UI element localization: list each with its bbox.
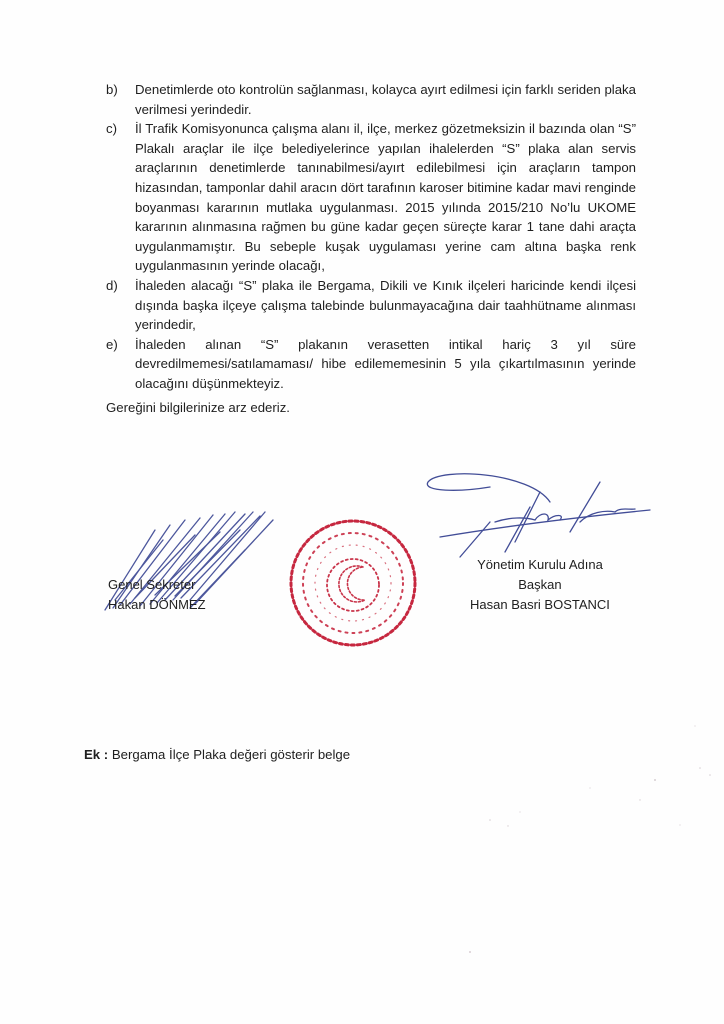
attachment-text: Bergama İlçe Plaka değeri gösterir belge (111, 747, 351, 762)
list-item-d (106, 276, 636, 335)
item-label: c) (106, 121, 117, 137)
item-text: Denetimlerde oto kontrolün sağlanması, kolayca ayırt edilmesi için farklı seriden plaka verilmesi yerindedir. (135, 82, 636, 117)
list-item-c (106, 119, 636, 276)
official-stamp-icon (283, 505, 423, 655)
signatory-right-name: Hasan Basri BOSTANCI (470, 597, 610, 612)
signatory-right-line1: Yönetim Kurulu Adına (477, 557, 603, 572)
closing-sentence: Gereğini bilgilerinize arz ederiz. (106, 400, 290, 415)
item-text: İhaleden alınan “S” plakanın verasetten intikal hariç 3 yıl süre devredilmemesi/satılamaması/ hibe edilememesinin 5 yıla çıkartılmasının yerinde olacağını düşünmekteyiz. (135, 336, 636, 391)
list-item-b (106, 80, 636, 119)
signatory-right-title: Başkan (518, 577, 562, 592)
item-label: e) (106, 336, 118, 352)
item-text: İhaleden alacağı “S” plaka ile Bergama, Dikili ve Kınık ilçeleri haricinde kendi ilçesi dışında başka ilçeye çalışma talebinde bulunmayacağına dair taahhütname alınması yerindedir, (135, 277, 636, 333)
signatory-left-title: Genel Sekreter (108, 577, 196, 592)
signature-scribble-right-icon (420, 462, 670, 562)
attachment-label: Ek : (84, 747, 109, 762)
item-text: İl Trafik Komisyonunca çalışma alanı il, ilçe, merkez gözetmeksizin il bazında olan “S” Plakalı araçlar ile ilçe belediyelerince yapılan ihalelerden “S” plaka alan servis araçlarının denetimlerde tanınabilmesi/ayırt edilebilmesi için araçların tampon hizasından, tamponlar dahil aracın dört tarafının karoser bitimine kadar mavi renginde boyanması kararının mutlaka uygulanması. 2015 yılında 2015/210 No’lu UKOME kararının alınmasına rağmen bu güne kadar geçen süreçte karar 1 tane dahi araçta uygulanmamıştır. Bu sebeple kuşak uygulaması yerine cam altına başka renk uygulanmasının yerinde olacağı, (135, 121, 636, 274)
signatory-left-name: Hakan DÖNMEZ (108, 597, 206, 612)
item-label: d) (106, 277, 118, 293)
item-label: b) (106, 82, 118, 97)
proposal-list (106, 80, 636, 394)
signatory-left (108, 575, 206, 615)
list-item-e (106, 335, 636, 394)
signatory-right (470, 555, 610, 615)
attachment-note (84, 747, 350, 762)
